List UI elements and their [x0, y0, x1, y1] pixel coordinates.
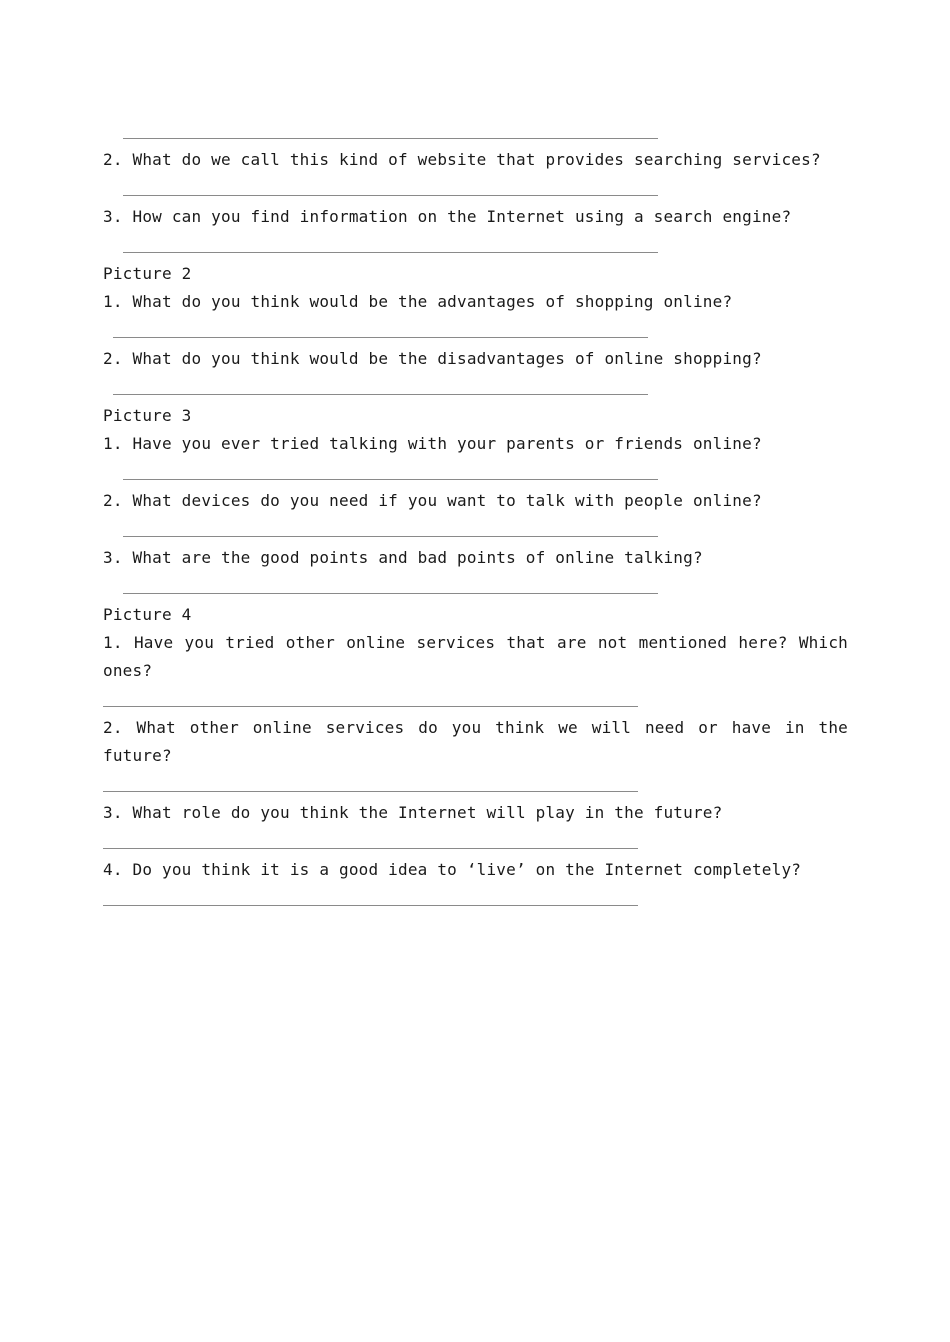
- section-heading-picture-2: Picture 2: [103, 264, 192, 283]
- question-s2-q1: 1. What do you think would be the advantages of shopping online?: [103, 292, 733, 311]
- question-s4-q3: 3. What role do you think the Internet will play in the future?: [103, 803, 723, 822]
- answer-line[interactable]: [103, 848, 638, 849]
- question-s4-q4: 4. Do you think it is a good idea to ‘live’ on the Internet completely?: [103, 860, 802, 879]
- question-s3-q2: 2. What devices do you need if you want to talk with people online?: [103, 491, 762, 510]
- answer-line[interactable]: [113, 394, 648, 395]
- question-s2-q2: 2. What do you think would be the disadvantages of online shopping?: [103, 349, 762, 368]
- answer-line[interactable]: [123, 593, 658, 594]
- question-s4-q2: 2. What other online services do you think we will need or have in the future?: [103, 718, 848, 765]
- answer-line[interactable]: [113, 337, 648, 338]
- answer-line[interactable]: [123, 138, 658, 139]
- question-s3-q1: 1. Have you ever tried talking with your parents or friends online?: [103, 434, 762, 453]
- question-s1-q3: 3. How can you find information on the Internet using a search engine?: [103, 207, 792, 226]
- answer-line[interactable]: [123, 195, 658, 196]
- answer-line[interactable]: [123, 252, 658, 253]
- answer-line[interactable]: [123, 536, 658, 537]
- section-heading-picture-3: Picture 3: [103, 406, 192, 425]
- answer-line[interactable]: [103, 905, 638, 906]
- question-s1-q2: 2. What do we call this kind of website that provides searching services?: [103, 150, 821, 169]
- question-s3-q3: 3. What are the good points and bad points of online talking?: [103, 548, 703, 567]
- answer-line[interactable]: [123, 479, 658, 480]
- answer-line[interactable]: [103, 706, 638, 707]
- section-heading-picture-4: Picture 4: [103, 605, 192, 624]
- question-s4-q1: 1. Have you tried other online services that are not mentioned here? Which ones?: [103, 633, 848, 680]
- answer-line[interactable]: [103, 791, 638, 792]
